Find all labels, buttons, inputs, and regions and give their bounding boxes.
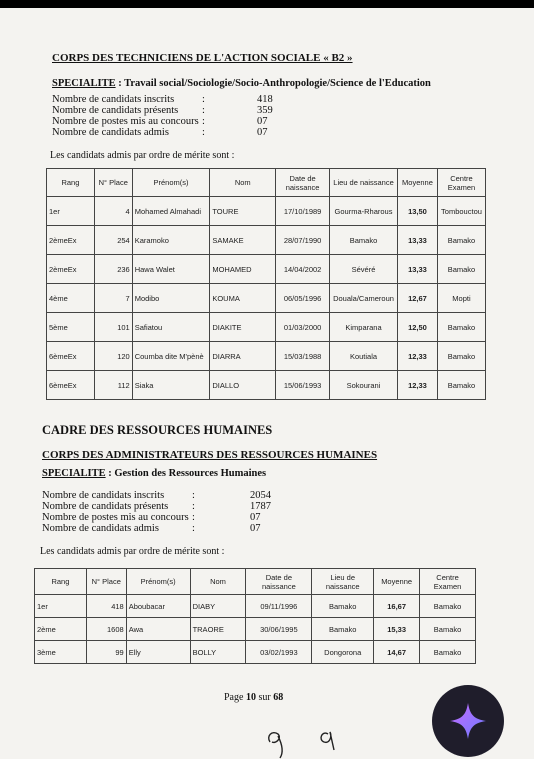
intro-1: Les candidats admis par ordre de mérite sont :	[50, 150, 235, 161]
firstname-cell: Hawa Walet	[132, 255, 210, 284]
average-cell: 15,33	[374, 618, 420, 641]
table-row	[47, 197, 486, 226]
birthdate-cell: 15/06/1993	[276, 371, 330, 400]
rank-cell: 4ème	[47, 284, 95, 313]
birthplace-cell: Koutiala	[330, 342, 398, 371]
stat-label: Nombre de candidats admis	[42, 523, 159, 534]
lastname-cell: MOHAMED	[210, 255, 276, 284]
firstname-cell: Safiatou	[132, 313, 210, 342]
average-cell: 12,33	[398, 342, 438, 371]
rank-cell: 6èmeEx	[47, 342, 95, 371]
table-header-row	[47, 169, 486, 197]
birthdate-cell: 09/11/1996	[246, 595, 312, 618]
place-cell: 254	[94, 226, 132, 255]
stat-row	[42, 512, 271, 523]
stat-colon: :	[192, 501, 195, 512]
firstname-cell: Mohamed Almahadi	[132, 197, 210, 226]
stat-value: 07	[257, 116, 268, 127]
birthplace-cell: Dongorona	[312, 641, 374, 664]
stat-colon: :	[202, 127, 205, 138]
lastname-cell: DIALLO	[210, 371, 276, 400]
firstname-cell: Modibo	[132, 284, 210, 313]
center-cell: Bamako	[420, 641, 476, 664]
lastname-cell: TRAORE	[190, 618, 246, 641]
specialite-value-2: : Gestion des Ressources Humaines	[105, 468, 267, 479]
center-cell: Bamako	[437, 255, 485, 284]
average-cell: 16,67	[374, 595, 420, 618]
place-cell: 4	[94, 197, 132, 226]
stat-value: 418	[257, 94, 273, 105]
column-header: Rang	[35, 569, 87, 595]
birthdate-cell: 14/04/2002	[276, 255, 330, 284]
table-row	[47, 255, 486, 284]
stat-value: 359	[257, 105, 273, 116]
birthplace-cell: Kimparana	[330, 313, 398, 342]
rank-cell: 2èmeEx	[47, 255, 95, 284]
column-header: Nom	[210, 169, 276, 197]
column-header: Lieu de naissance	[312, 569, 374, 595]
birthplace-cell: Sévéré	[330, 255, 398, 284]
footer-current-page: 10	[245, 692, 256, 703]
birthplace-cell: Gourma-Rharous	[330, 197, 398, 226]
birthdate-cell: 17/10/1989	[276, 197, 330, 226]
stat-colon: :	[192, 512, 195, 523]
birthplace-cell: Douala/Cameroun	[330, 284, 398, 313]
column-header: Centre Examen	[420, 569, 476, 595]
column-header: Nom	[190, 569, 246, 595]
place-cell: 112	[94, 371, 132, 400]
average-cell: 12,67	[398, 284, 438, 313]
stat-row	[52, 94, 273, 105]
place-cell: 99	[86, 641, 126, 664]
center-cell: Bamako	[420, 595, 476, 618]
average-cell: 14,67	[374, 641, 420, 664]
rank-cell: 5ème	[47, 313, 95, 342]
stat-row	[42, 523, 271, 534]
stat-row	[52, 105, 273, 116]
specialite-label-1: SPECIALITE	[52, 78, 116, 89]
stat-row	[52, 127, 273, 138]
specialite-2	[42, 468, 266, 479]
place-cell: 418	[86, 595, 126, 618]
stat-colon: :	[192, 523, 195, 534]
table-row	[35, 641, 476, 664]
sparkle-icon	[448, 701, 488, 741]
admitted-table-2	[34, 568, 476, 664]
stat-value: 1787	[250, 501, 271, 512]
stat-value: 2054	[250, 490, 271, 501]
stats-block-2	[42, 490, 271, 534]
rank-cell: 3ème	[35, 641, 87, 664]
footer-prefix: Page	[224, 692, 246, 703]
center-cell: Tombouctou	[437, 197, 485, 226]
rank-cell: 1er	[35, 595, 87, 618]
birthdate-cell: 30/06/1995	[246, 618, 312, 641]
cadre-title: CADRE DES RESSOURCES HUMAINES	[42, 423, 273, 437]
center-cell: Bamako	[420, 618, 476, 641]
footer-middle: sur	[255, 692, 274, 703]
center-cell: Bamako	[437, 313, 485, 342]
specialite-1	[52, 78, 431, 89]
column-header: N° Place	[86, 569, 126, 595]
firstname-cell: Awa	[126, 618, 190, 641]
footer-total-pages: 68	[273, 692, 284, 703]
stat-value: 07	[250, 512, 261, 523]
rank-cell: 6èmeEx	[47, 371, 95, 400]
firstname-cell: Siaka	[132, 371, 210, 400]
assistant-fab-button[interactable]	[432, 685, 504, 757]
place-cell: 236	[94, 255, 132, 284]
stat-row	[42, 501, 271, 512]
lastname-cell: DIABY	[190, 595, 246, 618]
stat-label: Nombre de candidats inscrits	[52, 94, 175, 105]
birthplace-cell: Bamako	[330, 226, 398, 255]
top-black-bar	[0, 0, 534, 8]
lastname-cell: BOLLY	[190, 641, 246, 664]
average-cell: 13,33	[398, 226, 438, 255]
stat-row	[52, 116, 273, 127]
column-header: Date de naissance	[246, 569, 312, 595]
table-row	[35, 618, 476, 641]
handwritten-signature	[262, 720, 352, 760]
stat-colon: :	[202, 105, 205, 116]
firstname-cell: Elly	[126, 641, 190, 664]
stat-colon: :	[202, 94, 205, 105]
table-row	[47, 371, 486, 400]
rank-cell: 2èmeEx	[47, 226, 95, 255]
birthplace-cell: Bamako	[312, 595, 374, 618]
table-header-row	[35, 569, 476, 595]
birthdate-cell: 06/05/1996	[276, 284, 330, 313]
birthplace-cell: Sokourani	[330, 371, 398, 400]
firstname-cell: Aboubacar	[126, 595, 190, 618]
place-cell: 120	[94, 342, 132, 371]
firstname-cell: Karamoko	[132, 226, 210, 255]
stat-label: Nombre de postes mis au concours	[42, 512, 189, 523]
stat-label: Nombre de candidats admis	[52, 127, 169, 138]
table-row	[35, 595, 476, 618]
stat-label: Nombre de postes mis au concours	[52, 116, 199, 127]
document-page	[0, 8, 534, 759]
stat-colon: :	[202, 116, 205, 127]
column-header: Moyenne	[398, 169, 438, 197]
stats-block-1	[52, 94, 273, 138]
stat-row	[42, 490, 271, 501]
table-row	[47, 313, 486, 342]
corps-title-2: CORPS DES ADMINISTRATEURS DES RESSOURCES HUMAINES	[42, 449, 378, 461]
stat-value: 07	[257, 127, 268, 138]
stat-label: Nombre de candidats inscrits	[42, 490, 165, 501]
birthdate-cell: 03/02/1993	[246, 641, 312, 664]
stat-label: Nombre de candidats présents	[52, 105, 179, 116]
lastname-cell: KOUMA	[210, 284, 276, 313]
center-cell: Mopti	[437, 284, 485, 313]
center-cell: Bamako	[437, 226, 485, 255]
column-header: Lieu de naissance	[330, 169, 398, 197]
lastname-cell: DIAKITE	[210, 313, 276, 342]
birthdate-cell: 01/03/2000	[276, 313, 330, 342]
column-header: Date de naissance	[276, 169, 330, 197]
intro-2: Les candidats admis par ordre de mérite sont :	[40, 546, 225, 557]
stat-colon: :	[192, 490, 195, 501]
table-row	[47, 226, 486, 255]
column-header: Rang	[47, 169, 95, 197]
place-cell: 1608	[86, 618, 126, 641]
lastname-cell: TOURE	[210, 197, 276, 226]
stat-value: 07	[250, 523, 261, 534]
column-header: Moyenne	[374, 569, 420, 595]
average-cell: 13,33	[398, 255, 438, 284]
column-header: Prénom(s)	[126, 569, 190, 595]
center-cell: Bamako	[437, 371, 485, 400]
specialite-label-2: SPECIALITE	[42, 468, 106, 479]
specialite-value-1: : Travail social/Sociologie/Socio-Anthropologie/Science de l'Education	[115, 78, 431, 89]
average-cell: 12,50	[398, 313, 438, 342]
average-cell: 13,50	[398, 197, 438, 226]
birthplace-cell: Bamako	[312, 618, 374, 641]
corps-title-1: CORPS DES TECHNICIENS DE L'ACTION SOCIALE « B2 »	[52, 52, 353, 64]
place-cell: 101	[94, 313, 132, 342]
page-footer	[224, 692, 283, 703]
rank-cell: 1er	[47, 197, 95, 226]
column-header: Centre Examen	[437, 169, 485, 197]
birthdate-cell: 28/07/1990	[276, 226, 330, 255]
table-row	[47, 284, 486, 313]
lastname-cell: SAMAKE	[210, 226, 276, 255]
column-header: Prénom(s)	[132, 169, 210, 197]
column-header: N° Place	[94, 169, 132, 197]
table-row	[47, 342, 486, 371]
birthdate-cell: 15/03/1988	[276, 342, 330, 371]
average-cell: 12,33	[398, 371, 438, 400]
lastname-cell: DIARRA	[210, 342, 276, 371]
rank-cell: 2ème	[35, 618, 87, 641]
center-cell: Bamako	[437, 342, 485, 371]
place-cell: 7	[94, 284, 132, 313]
stat-label: Nombre de candidats présents	[42, 501, 169, 512]
firstname-cell: Coumba dite M'pènè	[132, 342, 210, 371]
admitted-table-1	[46, 168, 486, 400]
